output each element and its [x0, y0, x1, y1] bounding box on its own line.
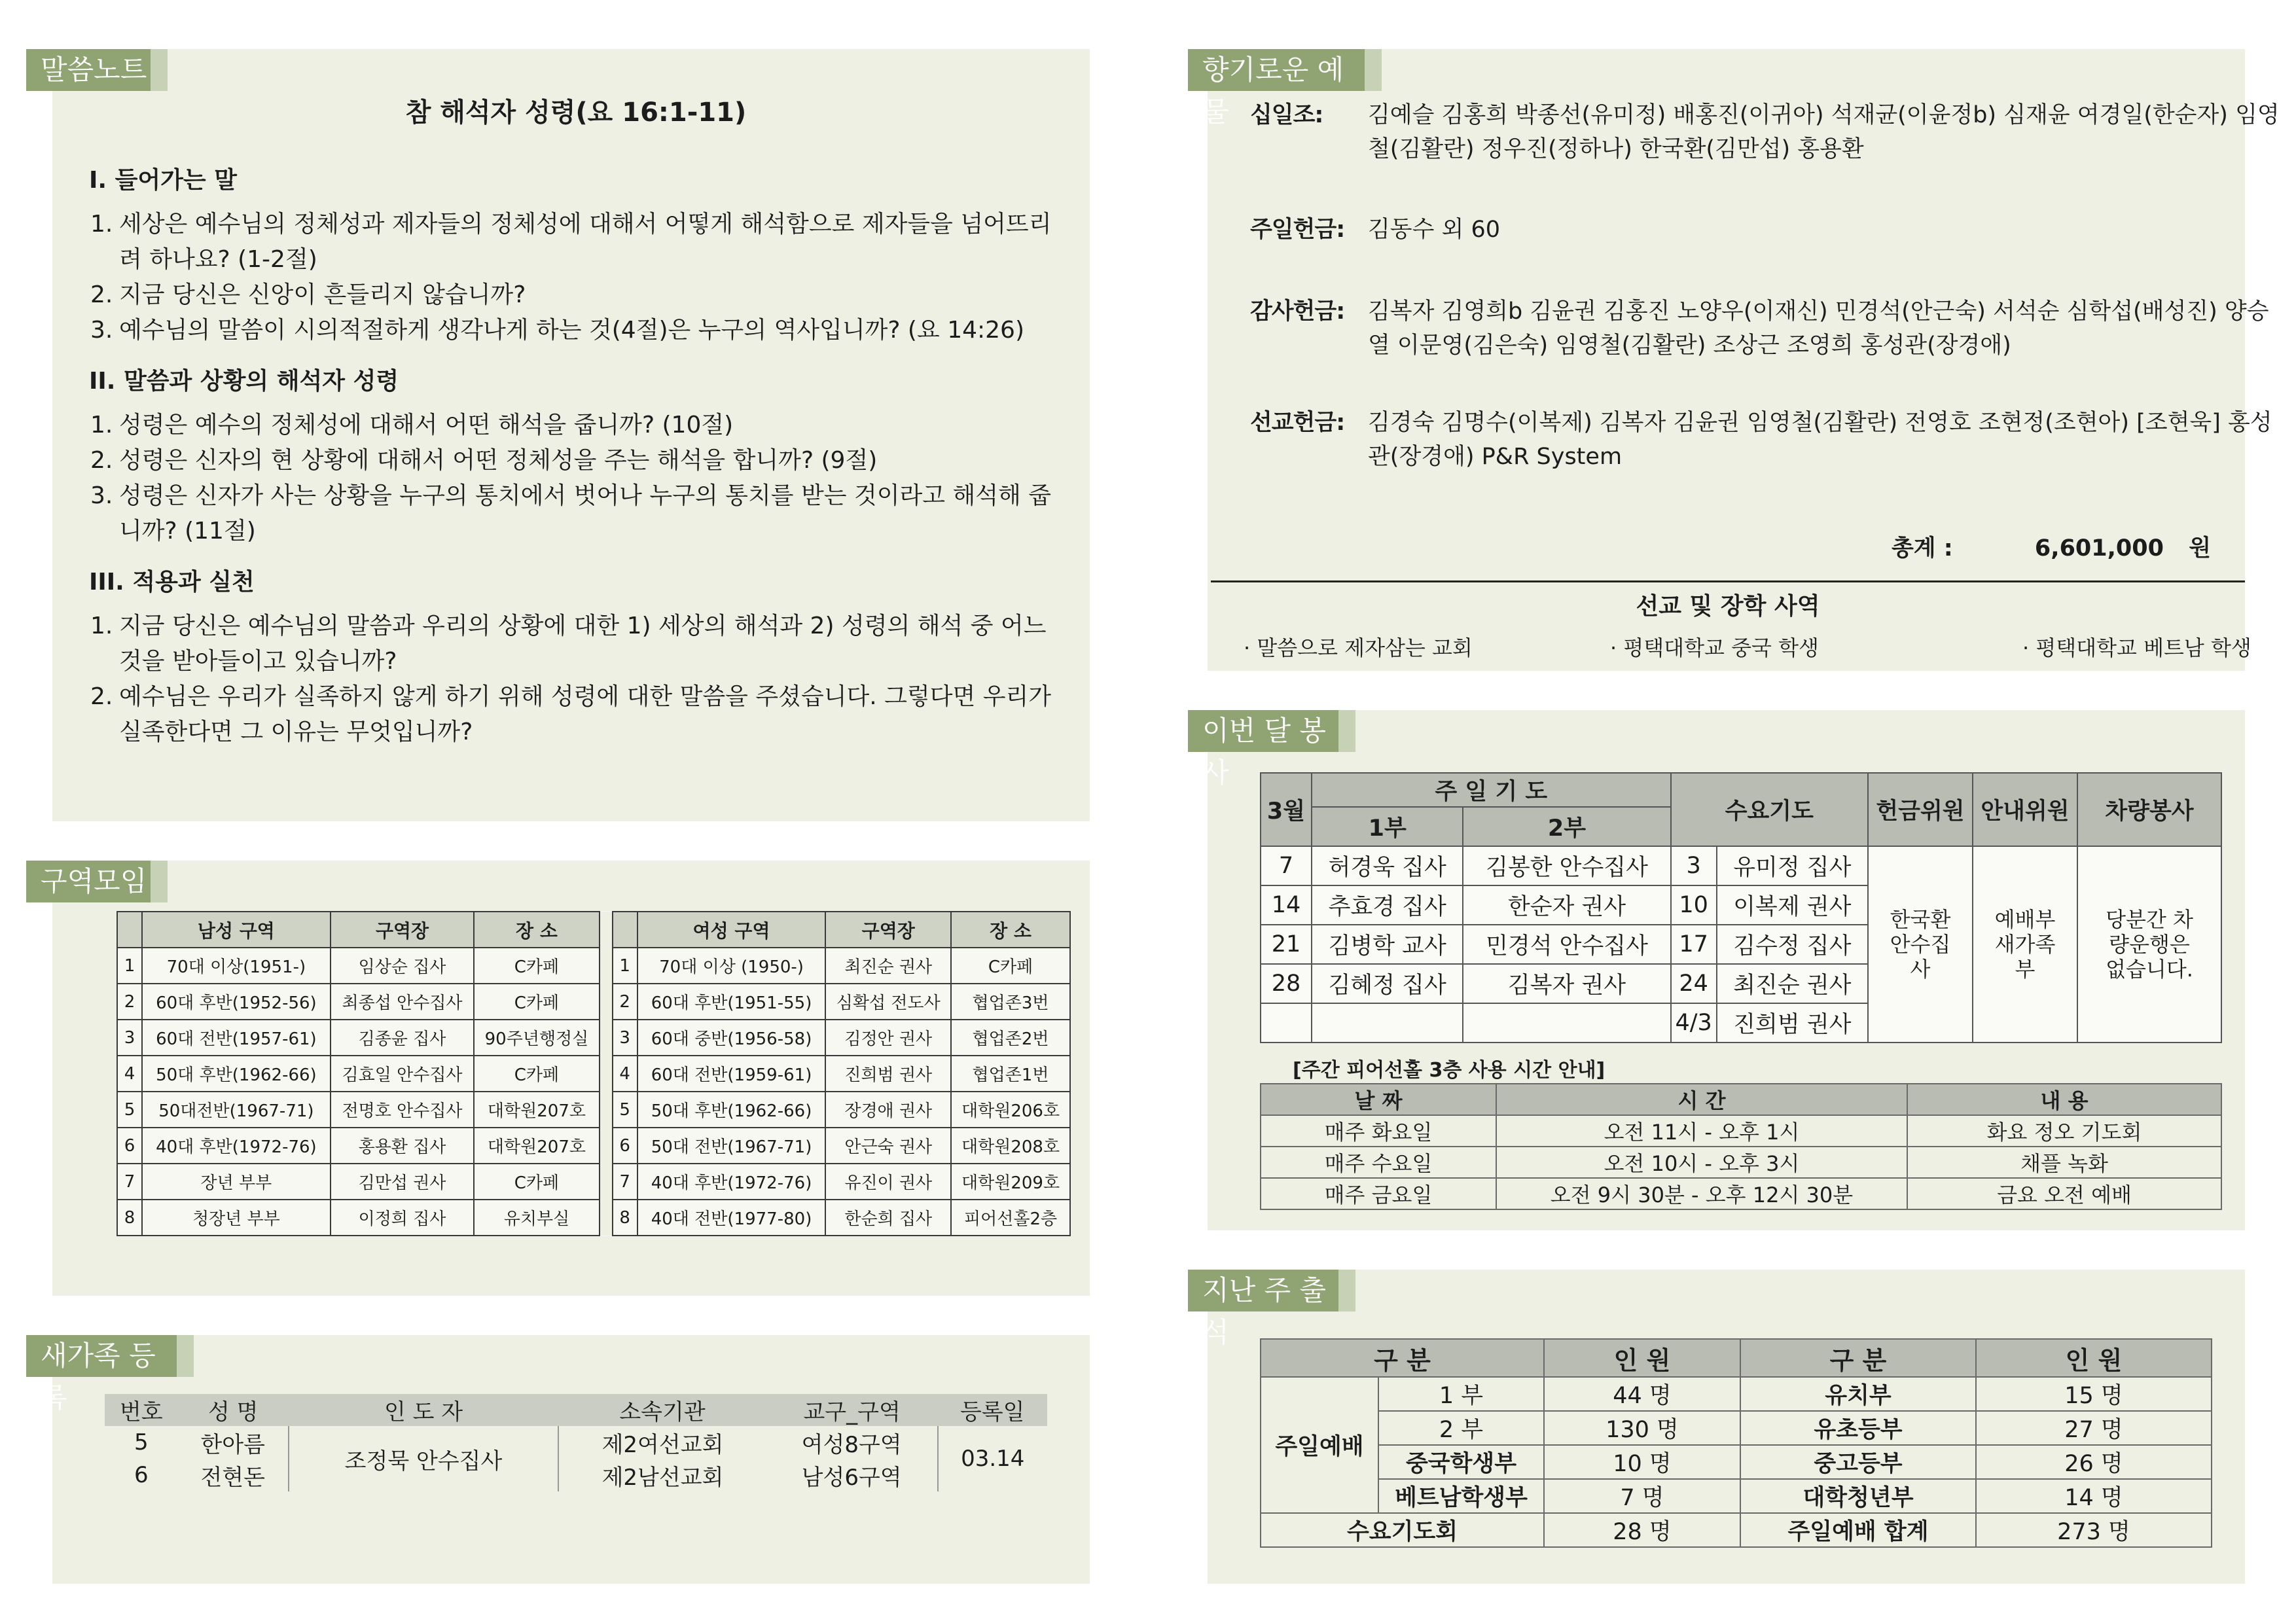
piano-title: [주간 피어선홀 3층 사용 시간 안내]	[1293, 1059, 1605, 1082]
table-row: 7 허경욱 집사 김봉한 안수집사 3 유미정 집사 한국환 안수집사 예배부 새가족부 당분간 차량운행은 없습니다.	[1261, 846, 2221, 885]
col-header: 등록일	[938, 1394, 1048, 1426]
table-row: 중국학생부 10 명 중고등부 26 명	[1261, 1445, 2212, 1479]
table-header-row: 구 분 인 원 구 분 인 원	[1261, 1339, 2212, 1377]
table-row: 베트남학생부 7 명 대학청년부 14 명	[1261, 1479, 2212, 1513]
table-row: 28 김혜정 집사 김복자 권사 24 최진순 권사	[1261, 964, 2221, 1003]
table-row: 2 부 130 명 유초등부 27 명	[1261, 1411, 2212, 1445]
question-item: 1. 성령은 예수의 정체성에 대해서 어떤 해석을 줍니까? (10절)	[90, 412, 734, 438]
table-row: 7 장년 부부 김만섭 권사 C카페 7 40대 후반(1972-76) 유진이 권사 대학원209호	[117, 1164, 1070, 1200]
table-header-row: 3월 주 일 기 도 수요기도 헌금위원 안내위원 차량봉사	[1261, 773, 2221, 807]
mission-item: · 말씀으로 제자삼는 교회	[1244, 635, 1473, 660]
attendance-table	[1260, 1338, 2212, 1548]
car-cell: 당분간 차량운행은 없습니다.	[2077, 846, 2221, 1043]
mission-item: · 평택대학교 중국 학생	[1610, 635, 1819, 660]
table-header-row: 날 짜 시 간 내 용	[1261, 1084, 2221, 1115]
question-item: 3. 예수님의 말씀이 시의적절하게 생각나게 하는 것(4절)은 누구의 역사입니까? (요 14:26)	[90, 317, 1024, 344]
table-row: 1 70대 이상(1951-) 임상순 집사 C카페 1 70대 이상 (1950-) 최진순 권사 C카페	[117, 948, 1070, 984]
col-header: 구역장	[331, 912, 475, 948]
question-item: 1. 세상은 예수님의 정체성과 제자들의 정체성에 대해서 어떻게 해석함으로 제자들을 넘어뜨리려 하나요? (1-2절)	[90, 211, 1052, 273]
note-section-2	[85, 363, 1067, 549]
offer-cell: 한국환 안수집사	[1868, 846, 1973, 1043]
col-header: 구역장	[825, 912, 951, 948]
table-row: 매주 화요일 오전 11시 - 오후 1시 화요 정오 기도회	[1261, 1115, 2221, 1147]
table-row: 8 청장년 부부 이정희 집사 유치부실 8 40대 전반(1977-80) 한순희 집사 피어선홀2층	[117, 1200, 1070, 1236]
table-row: 14 추효경 집사 한순자 권사 10 이복제 권사	[1261, 885, 2221, 925]
table-row: 21 김병학 교사 민경석 안수집사 17 김수정 집사	[1261, 925, 2221, 964]
date-cell: 03.14	[938, 1426, 1048, 1491]
table-header-row	[105, 1394, 1047, 1426]
group-cell: 주일예배	[1261, 1377, 1378, 1513]
groups-table	[117, 911, 1071, 1236]
table-row: 6 40대 후반(1972-76) 홍용환 집사 대학원207호 6 50대 전반(1967-71) 안근숙 권사 대학원208호	[117, 1128, 1070, 1164]
col-num	[613, 912, 637, 948]
table-row: 매주 금요일 오전 9시 30분 - 오후 12시 30분 금요 오전 예배	[1261, 1178, 2221, 1209]
section-heading: I. 들어가는 말	[89, 167, 238, 194]
col-header: 성 명	[178, 1394, 289, 1426]
newfamily-header: 새가족 등록	[26, 1335, 177, 1377]
question-item: 2. 예수님은 우리가 실족하지 않게 하기 위해 성령에 대한 말씀을 주셨습니다. 그렇다면 우리가 실족한다면 그 이유는 무엇입니까?	[90, 683, 1052, 745]
table-row: 5 50대전반(1967-71) 전명호 안수집사 대학원207호 5 50대 후반(1962-66) 장경애 권사 대학원206호	[117, 1092, 1070, 1128]
table-row: 3 60대 전반(1957-61) 김종윤 집사 90주년행정실 3 60대 중반(1956-58) 김정안 권사 협업존2번	[117, 1020, 1070, 1056]
section-heading: III. 적용과 실천	[89, 569, 255, 596]
offering-divider	[1211, 580, 2245, 582]
note-section-3	[85, 563, 1067, 750]
question-item: 1. 지금 당신은 예수님의 말씀과 우리의 상황에 대한 1) 세상의 해석과 2) 성령의 해석 중 어느 것을 받아들이고 있습니까?	[90, 613, 1047, 675]
col-header: 장 소	[951, 912, 1070, 948]
question-item: 2. 성령은 신자의 현 상황에 대해서 어떤 정체성을 주는 해석을 합니까? (9절)	[90, 447, 878, 474]
question-item: 3. 성령은 신자가 사는 상황을 누구의 통치에서 벗어나 누구의 통치를 받는 것이라고 해석해 줍니까? (11절)	[90, 482, 1052, 544]
table-header-row	[117, 912, 1070, 948]
table-row: 수요기도회 28 명 주일예배 합계 273 명	[1261, 1513, 2212, 1547]
col-header: 인 도 자	[289, 1394, 558, 1426]
gap	[600, 912, 613, 948]
col-num	[117, 912, 142, 948]
col-header: 여성 구역	[637, 912, 826, 948]
note-header: 말씀노트	[26, 49, 151, 91]
col-header: 소속기관	[558, 1394, 766, 1426]
piano-table	[1260, 1083, 2222, 1210]
table-header-row: 1부 2부	[1261, 807, 2221, 846]
note-section-1	[85, 162, 1067, 348]
table-row: 6 전현돈 제2남선교회 남성6구역	[134, 1462, 902, 1491]
col-header: 교구_구역	[766, 1394, 938, 1426]
attendance-header: 지난 주 출석	[1188, 1270, 1338, 1311]
offering-header: 향기로운 예물	[1188, 49, 1365, 91]
table-row: 주일예배 1 부 44 명 유치부 15 명	[1261, 1377, 2212, 1411]
leader-cell: 조정묵 안수집사	[289, 1426, 558, 1491]
section-heading: II. 말씀과 상황의 해석자 성령	[89, 368, 399, 395]
table-row: 5 한아름 조정묵 안수집사 제2여선교회 여성8구역 03.14	[105, 1426, 1047, 1459]
col-header: 남성 구역	[142, 912, 331, 948]
service-table	[1260, 772, 2222, 1043]
table-row: 2 60대 후반(1952-56) 최종섭 안수집사 C카페 2 60대 후반(1951-55) 심확섭 전도사 협업존3번	[117, 984, 1070, 1020]
table-row: 4 50대 후반(1962-66) 김효일 안수집사 C카페 4 60대 전반(1959-61) 진희범 권사 협업존1번	[117, 1056, 1070, 1092]
table-row: 4/3 진희범 권사	[1261, 1003, 2221, 1043]
sermon-title: 참 해석자 성령(요 16:1-11)	[405, 98, 747, 128]
service-header: 이번 달 봉사	[1188, 710, 1338, 752]
mission-item: · 평택대학교 베트남 학생	[2022, 635, 2251, 660]
newfamily-table	[105, 1394, 1047, 1491]
offering-total: 총계 : 6,601,000 원	[1892, 535, 2211, 562]
col-header: 장 소	[474, 912, 599, 948]
offering-list: 십일조: 김예슬 김홍희 박종선(유미정) 배홍진(이귀아) 석재균(이윤정b) 심재윤 여경일(한순자) 임영철(김활란) 정우진(정하나) 한국환(김만섭) 홍용환 주일헌금: 김동수 외 60 감사헌금: 김복자 김영희b 김윤권 김홍진 노양우(이재신) 민경석(안근숙) 서석순 심학섭(배성진) 양승열 이문영(김은숙) 임영철(김활란) 조상근 조영희 홍성관(장경애) 선교헌금: 김경숙 김명수(이복제) 김복자 김윤권 임영철(김활란) 전영호 조현정(조현아) [조현욱] 홍성관(장경애) P&R System 총계 : 6,601,000 원	[1250, 98, 2232, 654]
usher-cell: 예배부 새가족부	[1973, 846, 2077, 1043]
sermon-note	[85, 92, 1067, 750]
table-row: 매주 수요일 오전 10시 - 오후 3시 채플 녹화	[1261, 1147, 2221, 1178]
groups-header: 구역모임	[26, 861, 151, 902]
question-item: 2. 지금 당신은 신앙이 흔들리지 않습니까?	[90, 281, 526, 308]
col-header: 번호	[105, 1394, 178, 1426]
mission-title: 선교 및 장학 사역	[1636, 593, 1820, 620]
